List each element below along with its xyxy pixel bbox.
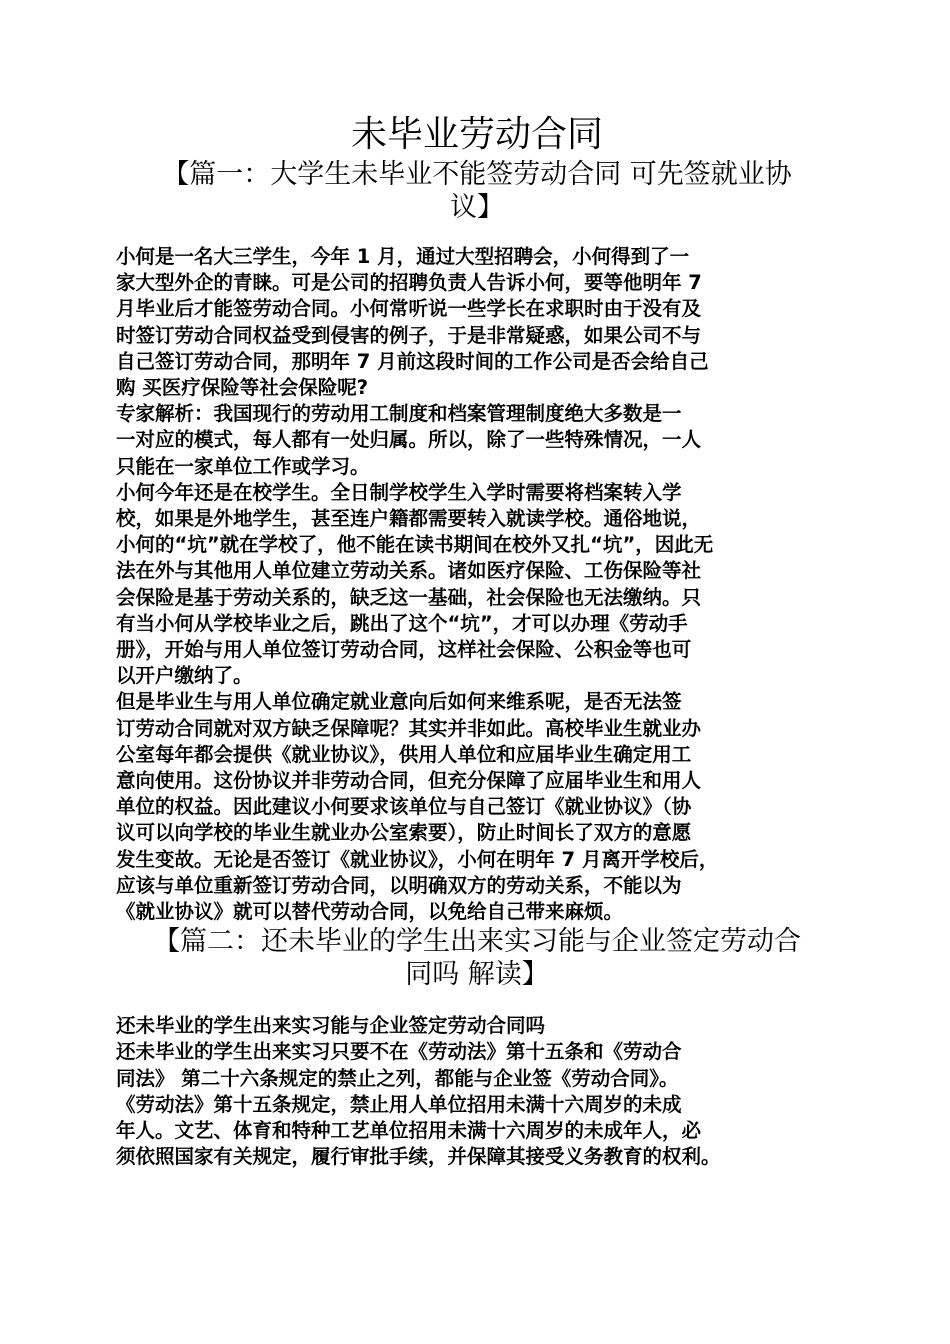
body-text-line: 专家解析：我国现行的劳动用工制度和档案管理制度绝大多数是一 (116, 402, 682, 426)
section2-body (116, 1013, 838, 1170)
body-text-line: 有当小何从学校毕业之后，跳出了这个“坑”，才可以办理《劳动手 (116, 611, 688, 635)
body-text-line: 时签订劳动合同权益受到侵害的例子，于是非常疑惑，如果公司不与 (116, 323, 702, 347)
body-text-line: 意向使用。这份协议并非劳动合同，但充分保障了应届毕业生和用人 (116, 769, 702, 793)
section2-heading-line: 同吗 解读】 (405, 959, 549, 991)
body-text-line: 年人。文艺、体育和特种工艺单位招用未满十六周岁的未成年人，必 (116, 1119, 702, 1143)
body-text-line: 但是毕业生与用人单位确定就业意向后如何来维系呢，是否无法签 (116, 690, 682, 714)
body-text-line: 发生变故。无论是否签订《就业协议》，小何在明年 7 月离开学校后， (116, 847, 719, 871)
body-text-line: 订劳动合同就对双方缺乏保障呢？其实并非如此。高校毕业生就业办 (116, 716, 702, 740)
body-text-line: 以开户缴纳了。 (116, 664, 253, 688)
document-page (116, 112, 838, 1171)
body-text-line: 只能在一家单位工作或学习。 (116, 454, 370, 478)
body-text-line: 小何今年还是在校学生。全日制学校学生入学时需要将档案转入学 (116, 480, 682, 504)
body-text-line: 小何是一名大三学生，今年 1 月，通过大型招聘会，小何得到了一 (116, 245, 690, 268)
body-text-line: 自己签订劳动合同，那明年 7 月前这段时间的工作公司是否会给自己 (116, 349, 709, 373)
body-text-line: 还未毕业的学生出来实习能与企业签定劳动合同吗 (116, 1014, 546, 1038)
body-text-line: 应该与单位重新签订劳动合同，以明确双方的劳动关系，不能以为 (116, 873, 682, 897)
body-text-line: 册》，开始与用人单位签订劳动合同，这样社会保险、公积金等也可 (116, 638, 692, 662)
section1-body (116, 244, 838, 925)
body-text-line: 《就业协议》就可以替代劳动合同，以免给自己带来麻烦。 (116, 900, 624, 924)
section1-heading-line: 【篇一：大学生未毕业不能签劳动合同 可先签就业协 (162, 159, 792, 190)
document-title: 未毕业劳动合同 (350, 114, 603, 155)
body-text-line: 会保险是基于劳动关系的，缺乏这一基础，社会保险也无法缴纳。只 (116, 585, 702, 609)
spacer (116, 991, 838, 1013)
spacer (116, 224, 838, 244)
section2-heading (116, 925, 838, 991)
body-text-line: 同法》 第二十六条规定的禁止之列，都能与企业签《劳动合同》。 (116, 1066, 679, 1090)
body-text-line: 须依照国家有关规定，履行审批手续，并保障其接受义务教育的权利。 (116, 1145, 721, 1169)
body-text-line: 一对应的模式，每人都有一处归属。所以，除了一些特殊情况，一人 (116, 428, 702, 452)
body-text-line: 家大型外企的青睐。可是公司的招聘负责人告诉小何，要等他明年 7 (116, 271, 702, 295)
body-text-line: 法在外与其他用人单位建立劳动关系。诸如医疗保险、工伤保险等社 (116, 559, 702, 583)
body-text-line: 购 买医疗保险等社会保险呢? (116, 376, 369, 400)
body-text-line: 单位的权益。因此建议小何要求该单位与自己签订《就业协议》（协 (116, 795, 692, 819)
body-text-line: 校，如果是外地学生，甚至连户籍都需要转入就读学校。通俗地说， (116, 507, 702, 531)
body-text-line: 还未毕业的学生出来实习只要不在《劳动法》第十五条和《劳动合 (116, 1040, 682, 1064)
body-text-line: 公室每年都会提供《就业协议》，供用人单位和应届毕业生确定用工 (116, 742, 692, 766)
body-text-line: 议可以向学校的毕业生就业办公室索要），防止时间长了双方的意愿 (116, 821, 692, 845)
body-text-line: 小何的“坑”就在学校了，他不能在读书期间在校外又扎“坑”，因此无 (116, 533, 714, 557)
section2-heading-line: 【篇二：还未毕业的学生出来实习能与企业签定劳动合 (153, 926, 801, 958)
section1-heading-line: 议】 (450, 192, 504, 223)
section1-heading (116, 158, 838, 224)
body-text-line: 《劳动法》第十五条规定，禁止用人单位招用未满十六周岁的未成 (116, 1092, 682, 1116)
body-text-line: 月毕业后才能签劳动合同。小何常听说一些学长在求职时由于没有及 (116, 297, 702, 321)
